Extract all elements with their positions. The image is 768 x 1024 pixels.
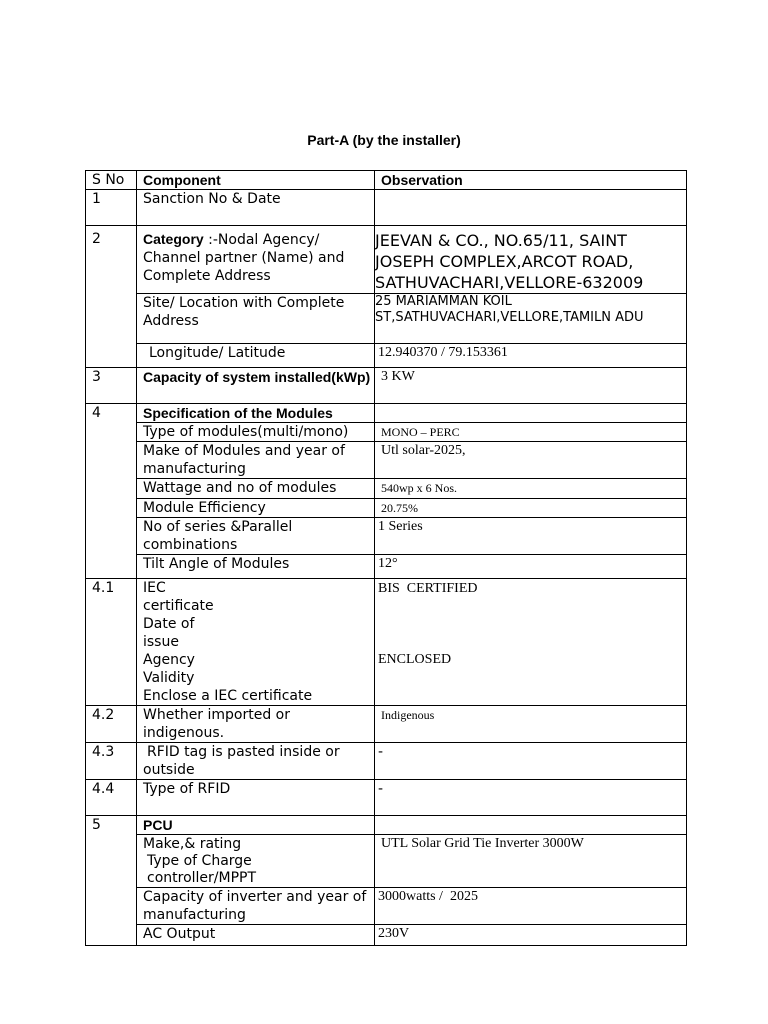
table-row bbox=[86, 743, 687, 780]
observation-cell: MONO – PERC bbox=[375, 423, 687, 442]
pcu-make-line: Make,& rating bbox=[143, 836, 242, 852]
observation-cell: 20.75% bbox=[375, 499, 687, 518]
sno-cell: 4.4 bbox=[86, 780, 137, 816]
sno-cell: 4.1 bbox=[86, 579, 137, 706]
observation-cell: 230V bbox=[375, 925, 687, 946]
observation-cell: - bbox=[375, 780, 687, 816]
table-row bbox=[86, 780, 687, 816]
sno-cell: 4 bbox=[86, 404, 137, 579]
component-cell: Type of RFID bbox=[137, 780, 375, 816]
header-sno: S No bbox=[86, 171, 137, 190]
component-cell: Whether imported or indigenous. bbox=[137, 706, 375, 743]
header-component: Component bbox=[137, 171, 375, 190]
component-cell: PCU bbox=[137, 816, 375, 835]
observation-cell: - bbox=[375, 743, 687, 780]
observation-cell: 1 Series bbox=[375, 518, 687, 555]
component-cell bbox=[137, 579, 375, 706]
component-cell: Type of modules(multi/mono) bbox=[137, 423, 375, 442]
table-row bbox=[86, 404, 687, 423]
table-row bbox=[86, 555, 687, 579]
observation-cell bbox=[375, 579, 687, 706]
category-label: Category bbox=[143, 231, 204, 247]
component-cell bbox=[137, 226, 375, 294]
component-cell: Make of Modules and year of manufacturing bbox=[137, 442, 375, 479]
observation-cell bbox=[375, 190, 687, 226]
sno-cell: 3 bbox=[86, 368, 137, 404]
component-cell: Module Efficiency bbox=[137, 499, 375, 518]
observation-cell: Utl solar-2025, bbox=[375, 442, 687, 479]
observation-cell: UTL Solar Grid Tie Inverter 3000W bbox=[375, 835, 687, 888]
table-header-row bbox=[86, 171, 687, 190]
table-row bbox=[86, 423, 687, 442]
sno-cell: 4.3 bbox=[86, 743, 137, 780]
pcu-make-line: controller/MPPT bbox=[147, 870, 257, 886]
observation-cell: Indigenous bbox=[375, 706, 687, 743]
observation-cell: 25 MARIAMMAN KOIL ST,SATHUVACHARI,VELLORE,TAMILN ADU bbox=[375, 294, 687, 344]
iec-line: Validity bbox=[143, 670, 195, 686]
component-cell: Site/ Location with Complete Address bbox=[137, 294, 375, 344]
observation-cell: JEEVAN & CO., NO.65/11, SAINT JOSEPH COMPLEX,ARCOT ROAD, SATHUVACHARI,VELLORE-632009 bbox=[375, 226, 687, 294]
iec-line: Date of bbox=[143, 616, 195, 632]
category-text: :-Nodal Agency/ Channel partner (Name) and Complete Address bbox=[143, 232, 345, 284]
table-row bbox=[86, 226, 687, 294]
page-title: Part-A (by the installer) bbox=[307, 132, 461, 148]
component-cell bbox=[137, 835, 375, 888]
observation-cell: 540wp x 6 Nos. bbox=[375, 479, 687, 499]
table-row bbox=[86, 518, 687, 555]
component-cell: No of series &Parallel combinations bbox=[137, 518, 375, 555]
table-row bbox=[86, 499, 687, 518]
sno-cell: 4.2 bbox=[86, 706, 137, 743]
component-cell: Specification of the Modules bbox=[137, 404, 375, 423]
iec-line: Enclose a IEC certificate bbox=[143, 688, 313, 704]
iec-line: certificate bbox=[143, 598, 214, 614]
table-row bbox=[86, 294, 687, 344]
observation-cell: 12.940370 / 79.153361 bbox=[375, 344, 687, 368]
observation-cell: 3 KW bbox=[375, 368, 687, 404]
bis-certified: BIS CERTIFIED bbox=[378, 581, 478, 596]
sno-cell: 1 bbox=[86, 190, 137, 226]
observation-cell bbox=[375, 816, 687, 835]
table-row bbox=[86, 835, 687, 888]
table-row bbox=[86, 579, 687, 706]
table-row bbox=[86, 706, 687, 743]
header-observation: Observation bbox=[375, 171, 687, 190]
enclosed-text: ENCLOSED bbox=[378, 652, 452, 667]
installer-table bbox=[85, 170, 687, 946]
iec-line: issue bbox=[143, 634, 179, 650]
iec-line: Agency bbox=[143, 652, 195, 668]
component-cell: Capacity of system installed(kWp) bbox=[137, 368, 375, 404]
table-row bbox=[86, 925, 687, 946]
observation-cell: 12° bbox=[375, 555, 687, 579]
component-cell: Sanction No & Date bbox=[137, 190, 375, 226]
table-row bbox=[86, 190, 687, 226]
component-cell: Tilt Angle of Modules bbox=[137, 555, 375, 579]
observation-cell bbox=[375, 404, 687, 423]
observation-cell: 3000watts / 2025 bbox=[375, 888, 687, 925]
component-cell: Capacity of inverter and year of manufacturing bbox=[137, 888, 375, 925]
pcu-make-line: Type of Charge bbox=[147, 853, 252, 869]
table-row bbox=[86, 368, 687, 404]
table-row bbox=[86, 888, 687, 925]
component-cell: RFID tag is pasted inside or outside bbox=[137, 743, 375, 780]
sno-cell: 5 bbox=[86, 816, 137, 946]
sno-cell: 2 bbox=[86, 226, 137, 368]
iec-line: IEC bbox=[143, 580, 166, 596]
component-cell: Longitude/ Latitude bbox=[137, 344, 375, 368]
table-row bbox=[86, 344, 687, 368]
table-row bbox=[86, 479, 687, 499]
table-row bbox=[86, 816, 687, 835]
component-cell: AC Output bbox=[137, 925, 375, 946]
table-row bbox=[86, 442, 687, 479]
component-cell: Wattage and no of modules bbox=[137, 479, 375, 499]
